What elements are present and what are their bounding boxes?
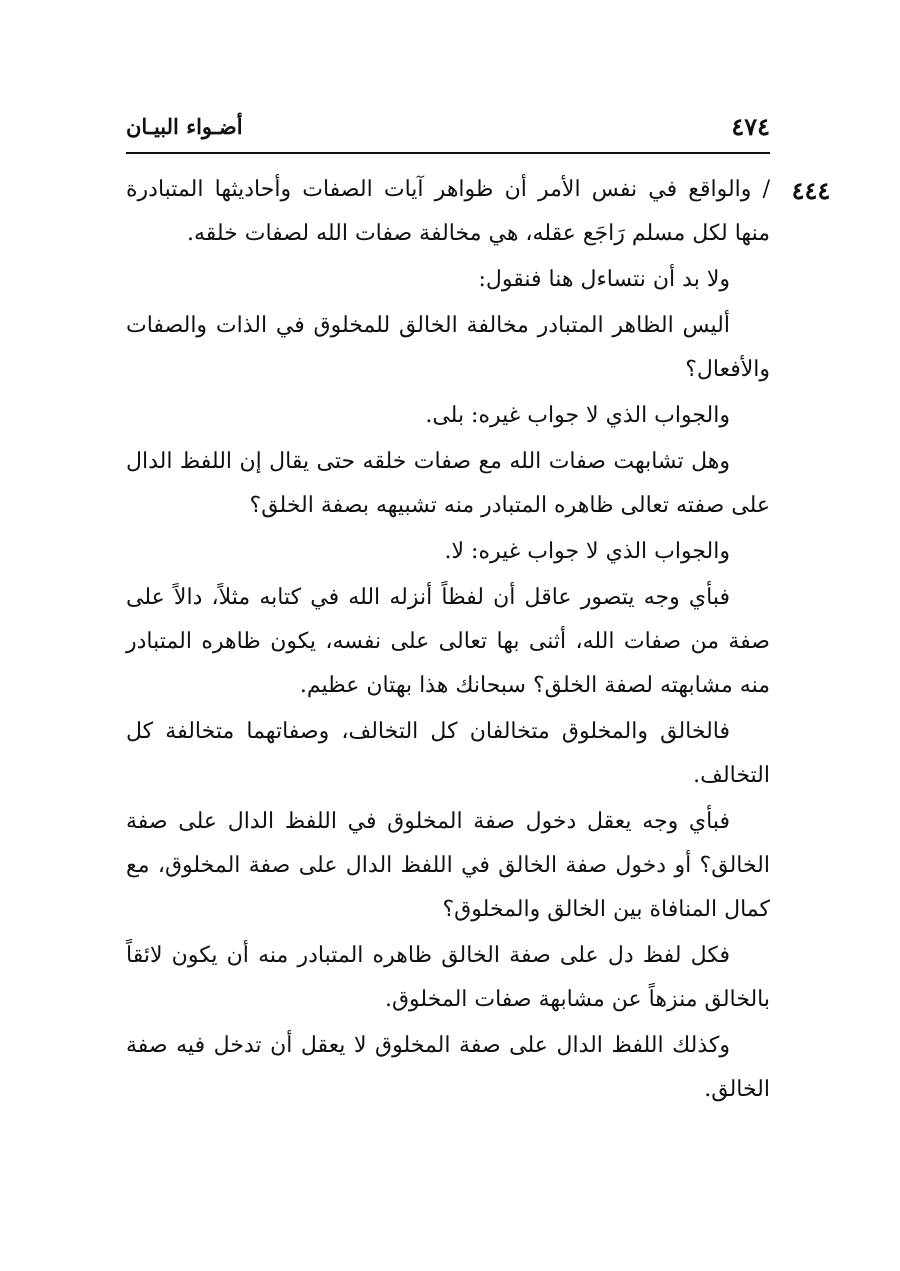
paragraph: أليس الظاهر المتبادر مخالفة الخالق للمخلوق في الذات والصفات والأفعال؟ xyxy=(126,313,770,382)
paragraph: فبأي وجه يتصور عاقل أن لفظاً أنزله الله في كتابه مثلاً، دالاً على صفة من صفات الله، أثنى بها تعالى على نفسه، يكون ظاهره المتبادر منه مشابهته لصفة الخلق؟ سبحانك هذا بهتان عظيم. xyxy=(126,585,770,698)
header-divider xyxy=(126,152,770,154)
paragraph: فكل لفظ دل على صفة الخالق ظاهره المتبادر منه أن يكون لائقاً بالخالق منزهاً عن مشابهة صفات المخلوق. xyxy=(126,943,770,1012)
paragraph: وهل تشابهت صفات الله مع صفات خلقه حتى يقال إن اللفظ الدال على صفته تعالى ظاهره المتبادر منه تشبيهه بصفة الخلق؟ xyxy=(126,449,770,518)
paragraph: فالخالق والمخلوق متخالفان كل التخالف، وصفاتهما متخالفة كل التخالف. xyxy=(126,719,770,788)
page-number: ٤٧٤ xyxy=(731,112,770,141)
paragraph: ولا بد أن نتساءل هنا فنقول: xyxy=(478,267,730,292)
book-title: أضـواء البيـان xyxy=(126,114,243,139)
paragraph: والجواب الذي لا جواب غيره: لا. xyxy=(444,539,730,564)
page-header xyxy=(126,112,770,152)
paragraph: والجواب الذي لا جواب غيره: بلى. xyxy=(425,403,730,428)
paragraph: فبأي وجه يعقل دخول صفة المخلوق في اللفظ الدال على صفة الخالق؟ أو دخول صفة الخالق في اللفظ الدال على صفة المخلوق، مع كمال المنافاة بين الخالق والمخلوق؟ xyxy=(126,809,770,922)
margin-page-reference: ٤٤٤ xyxy=(791,176,831,205)
paragraph: / والواقع في نفس الأمر أن ظواهر آيات الصفات وأحاديثها المتبادرة منها لكل مسلم رَاجَع عقله، هي مخالفة صفات الله لصفات خلقه. xyxy=(126,177,770,246)
main-text xyxy=(126,168,770,1114)
paragraph: وكذلك اللفظ الدال على صفة المخلوق لا يعقل أن تدخل فيه صفة الخالق. xyxy=(126,1033,770,1102)
